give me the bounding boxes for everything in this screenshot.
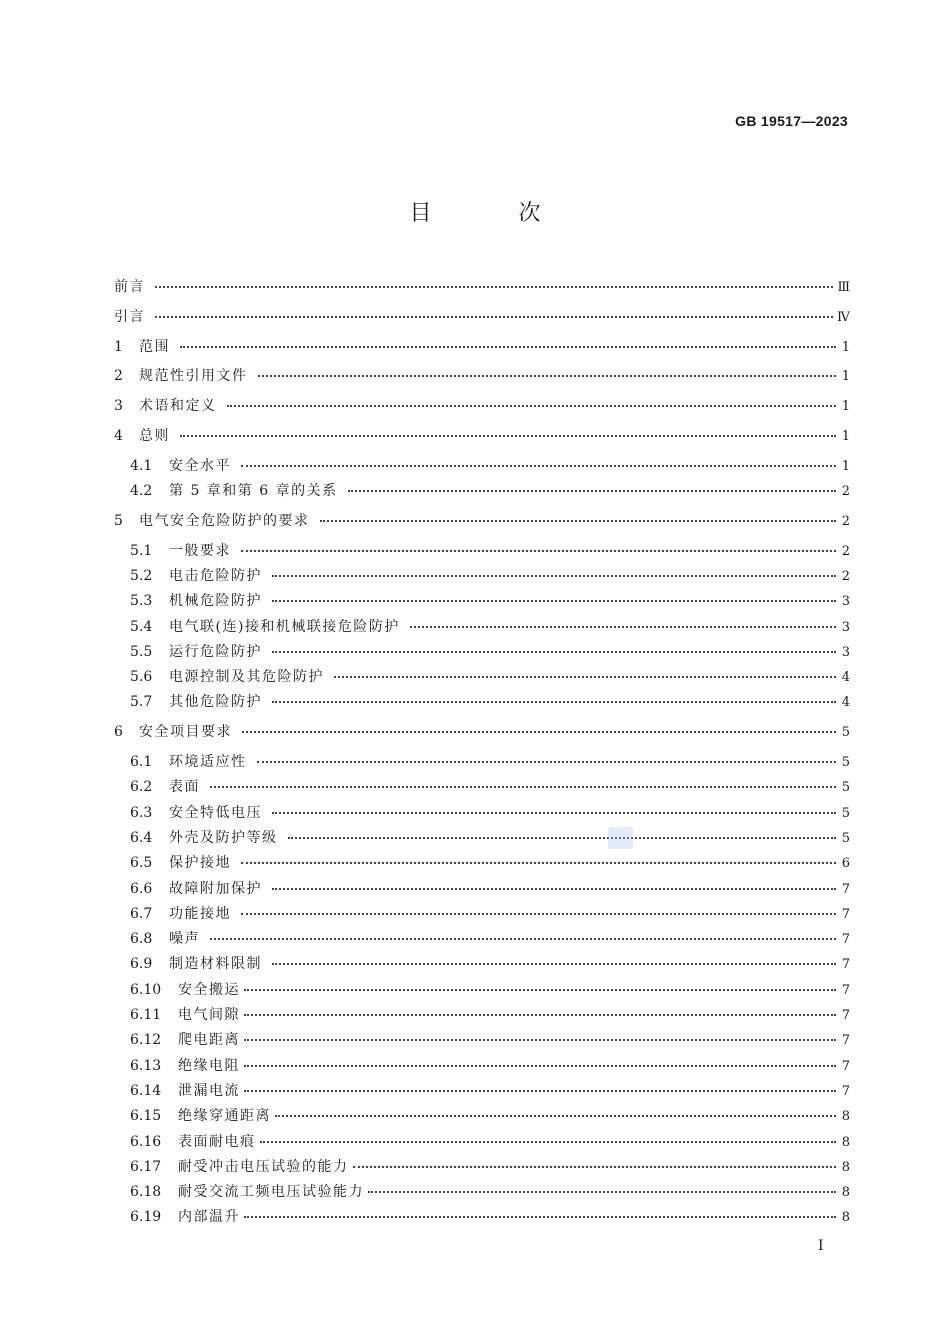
toc-entry-number: 5.1 xyxy=(130,542,153,559)
toc-entry-number: 4 xyxy=(114,427,123,444)
toc-entry-page: 8 xyxy=(841,1134,850,1150)
dot-leader xyxy=(180,337,836,351)
toc-entry-number: 4.2 xyxy=(130,483,153,500)
toc-entry-number: 6.11 xyxy=(130,1007,162,1024)
toc-entry[interactable] xyxy=(114,365,850,390)
toc-entry-title: 表面 xyxy=(169,779,200,796)
toc-entry[interactable] xyxy=(114,802,850,827)
toc-entry[interactable] xyxy=(114,751,850,776)
toc-entry-page: 3 xyxy=(841,594,850,610)
dot-leader xyxy=(275,1106,836,1120)
toc-entry[interactable] xyxy=(114,903,850,928)
toc-entry-title: 泄漏电流 xyxy=(178,1082,240,1099)
toc-entry-title: 电气安全危险防护的要求 xyxy=(139,512,310,529)
toc-entry-page: 7 xyxy=(841,1083,850,1099)
toc-entry-page: 6 xyxy=(841,856,850,872)
toc-entry-title: 噪声 xyxy=(169,931,200,948)
dot-leader xyxy=(210,777,836,791)
dot-leader xyxy=(272,566,836,580)
toc-entry-title: 绝缘电阻 xyxy=(178,1057,240,1074)
toc-entry-number: 6.19 xyxy=(130,1209,162,1226)
dot-leader xyxy=(241,456,836,470)
toc-entry-number: 5 xyxy=(114,512,123,529)
toc-entry-page: 4 xyxy=(841,695,850,711)
toc-entry[interactable] xyxy=(114,1105,850,1130)
toc-entry-page: 8 xyxy=(841,1159,850,1175)
dot-leader xyxy=(227,396,837,410)
dot-leader xyxy=(244,1005,836,1019)
toc-entry[interactable] xyxy=(114,666,850,691)
dot-leader xyxy=(272,692,836,706)
toc-entry-number: 3 xyxy=(114,398,123,415)
toc-entry[interactable] xyxy=(114,1055,850,1080)
dot-leader xyxy=(272,954,836,968)
toc-entry-title: 电气联(连)接和机械联接危险防护 xyxy=(169,618,400,635)
toc-entry[interactable] xyxy=(114,1131,850,1156)
toc-entry-title: 安全项目要求 xyxy=(139,724,232,741)
toc-entry-number: 6 xyxy=(114,724,123,741)
dot-leader xyxy=(272,591,836,605)
toc-entry-page: 5 xyxy=(841,780,850,796)
dot-leader xyxy=(334,667,836,681)
dot-leader xyxy=(272,803,836,817)
toc-entry[interactable] xyxy=(114,590,850,615)
toc-entry-title: 安全搬运 xyxy=(178,981,240,998)
toc-entry[interactable] xyxy=(114,1206,850,1231)
toc-entry[interactable] xyxy=(114,953,850,978)
toc-entry-page: 3 xyxy=(841,619,850,635)
toc-entry-number: 5.5 xyxy=(130,643,153,660)
toc-entry[interactable] xyxy=(114,776,850,801)
toc-entry-number: 6.14 xyxy=(130,1082,162,1099)
toc-entry-page: 5 xyxy=(841,755,850,771)
toc-entry-number: 5.3 xyxy=(130,593,153,610)
toc-entry-title: 规范性引用文件 xyxy=(139,368,248,385)
dot-leader xyxy=(353,1157,837,1171)
toc-entry[interactable] xyxy=(114,425,850,450)
dot-leader xyxy=(244,980,836,994)
dot-leader xyxy=(180,426,836,440)
dot-leader xyxy=(244,1056,836,1070)
toc-entry-title: 运行危险防护 xyxy=(169,643,262,660)
toc-entry-title: 一般要求 xyxy=(169,542,231,559)
page-title: 目 次 xyxy=(409,201,581,226)
toc-entry-title: 绝缘穿通距离 xyxy=(178,1108,271,1125)
dot-leader xyxy=(272,642,836,656)
toc-entry-title: 引言 xyxy=(114,308,145,325)
toc-entry-title: 机械危险防护 xyxy=(169,593,262,610)
toc-entry-title: 环境适应性 xyxy=(169,754,247,771)
toc-entry-number: 5.4 xyxy=(130,618,153,635)
toc-entry-title: 前言 xyxy=(114,279,145,295)
toc-entry-page: 7 xyxy=(841,982,850,998)
dot-leader xyxy=(155,307,833,321)
toc-entry-number: 4.1 xyxy=(130,457,153,474)
dot-leader xyxy=(244,1081,836,1095)
toc-entry[interactable] xyxy=(114,691,850,716)
watermark-mark xyxy=(608,827,633,849)
dot-leader xyxy=(288,828,837,842)
dot-leader xyxy=(258,366,837,380)
toc-entry-number: 5.2 xyxy=(130,567,153,584)
toc-entry-title: 电源控制及其危险防护 xyxy=(169,669,324,686)
toc-entry[interactable] xyxy=(114,395,850,420)
standard-code: GB 19517—2023 xyxy=(735,113,848,129)
toc-entry-number: 5.7 xyxy=(130,694,153,711)
toc-entry-page: 2 xyxy=(841,568,850,584)
toc-entry[interactable] xyxy=(114,1156,850,1181)
toc-entry-number: 6.18 xyxy=(130,1184,162,1201)
toc-entry-title: 功能接地 xyxy=(169,905,231,922)
toc-entry[interactable] xyxy=(114,878,850,903)
dot-leader xyxy=(257,752,837,766)
toc-entry-title: 内部温升 xyxy=(178,1209,240,1226)
dot-leader xyxy=(260,1132,837,1146)
toc-entry-number: 6.4 xyxy=(130,829,153,846)
toc-entry-page: 4 xyxy=(841,670,850,686)
dot-leader xyxy=(241,904,836,918)
toc-entry-number: 5.6 xyxy=(130,669,153,686)
toc-entry[interactable] xyxy=(114,852,850,877)
toc-entry-number: 6.7 xyxy=(130,905,153,922)
toc-entry-page: 5 xyxy=(841,830,850,846)
toc-entry-number: 6.2 xyxy=(130,779,153,796)
toc-entry-title: 范围 xyxy=(139,338,170,355)
toc-entry-number: 1 xyxy=(114,338,123,355)
toc-entry-page: 2 xyxy=(841,543,850,559)
dot-leader xyxy=(210,929,836,943)
toc-entry-page: 8 xyxy=(841,1109,850,1125)
toc-entry-number: 2 xyxy=(114,368,123,385)
toc-entry-title: 其他危险防护 xyxy=(169,694,262,711)
toc-entry-title: 电击危险防护 xyxy=(169,567,262,584)
toc-entry-page: 7 xyxy=(841,1033,850,1049)
toc-entry-page: 7 xyxy=(841,906,850,922)
toc-entry-page: 1 xyxy=(841,369,850,385)
toc-entry-page: 5 xyxy=(841,725,850,741)
toc-entry-page: 7 xyxy=(841,957,850,973)
toc-entry-title: 保护接地 xyxy=(169,855,231,872)
dot-leader xyxy=(244,1207,836,1221)
toc-entry[interactable] xyxy=(114,979,850,1004)
toc-entry-page: 7 xyxy=(841,932,850,948)
toc-entry-title: 安全水平 xyxy=(169,457,231,474)
toc-entry[interactable] xyxy=(114,1004,850,1029)
toc-entry[interactable] xyxy=(114,928,850,953)
toc-entry-page: 2 xyxy=(841,484,850,500)
toc-entry[interactable] xyxy=(114,721,850,746)
toc-entry-number: 6.1 xyxy=(130,754,153,771)
toc-entry[interactable] xyxy=(114,1181,850,1206)
toc-entry-number: 6.16 xyxy=(130,1133,162,1150)
toc-entry-number: 6.8 xyxy=(130,931,153,948)
page-number: I xyxy=(818,1238,824,1254)
toc-entry-number: 6.3 xyxy=(130,804,153,821)
toc-entry-number: 6.9 xyxy=(130,956,153,973)
toc-entry-page: 1 xyxy=(841,339,850,355)
toc-entry-page: 1 xyxy=(841,458,850,474)
dot-leader xyxy=(155,277,833,291)
toc-entry[interactable] xyxy=(114,616,850,641)
toc-entry-page: 5 xyxy=(841,805,850,821)
dot-leader xyxy=(241,853,836,867)
toc-entry-page: 1 xyxy=(841,428,850,444)
toc-entry-page: 3 xyxy=(841,644,850,660)
toc-entry-title: 制造材料限制 xyxy=(169,956,262,973)
toc-entry-page: 2 xyxy=(841,513,850,529)
toc-entry-page: 7 xyxy=(841,1058,850,1074)
toc-entry-number: 6.12 xyxy=(130,1032,162,1049)
toc-entry-page: Ⅳ xyxy=(837,309,850,325)
toc-entry[interactable] xyxy=(114,565,850,590)
toc-entry-title: 耐受冲击电压试验的能力 xyxy=(178,1158,349,1175)
toc-entry-title: 爬电距离 xyxy=(178,1032,240,1049)
toc-entry-title: 第 5 章和第 6 章的关系 xyxy=(169,483,338,500)
toc-entry-title: 术语和定义 xyxy=(139,398,217,415)
toc-entry-title: 总则 xyxy=(139,427,170,444)
toc-entry-title: 故障附加保护 xyxy=(169,880,262,897)
toc-entry-page: 1 xyxy=(841,399,850,415)
toc-entry[interactable] xyxy=(114,827,850,852)
toc-entry-number: 6.13 xyxy=(130,1057,162,1074)
dot-leader xyxy=(244,1030,836,1044)
toc-entry-number: 6.15 xyxy=(130,1108,162,1125)
dot-leader xyxy=(241,541,836,555)
toc-entry-number: 6.5 xyxy=(130,855,153,872)
toc-entry[interactable] xyxy=(114,641,850,666)
toc-entry-page: 8 xyxy=(841,1210,850,1226)
toc-entry-title: 安全特低电压 xyxy=(169,804,262,821)
toc-entry-page: 8 xyxy=(841,1185,850,1201)
toc-entry[interactable] xyxy=(114,306,850,331)
toc-entry-page: 7 xyxy=(841,1008,850,1024)
toc-entry-title: 电气间隙 xyxy=(178,1007,240,1024)
toc-entry[interactable] xyxy=(114,455,850,480)
dot-leader xyxy=(320,511,837,525)
toc-entry-page: Ⅲ xyxy=(837,280,850,295)
toc-entry-title: 耐受交流工频电压试验能力 xyxy=(178,1184,364,1201)
toc-entry-number: 6.6 xyxy=(130,880,153,897)
toc-entry[interactable] xyxy=(114,336,850,361)
toc-entry[interactable] xyxy=(114,540,850,565)
table-of-contents xyxy=(114,276,850,1232)
dot-leader xyxy=(348,481,836,495)
toc-entry-page: 7 xyxy=(841,881,850,897)
toc-entry-number: 6.10 xyxy=(130,981,162,998)
dot-leader xyxy=(242,722,836,736)
toc-entry[interactable] xyxy=(114,1029,850,1054)
toc-entry[interactable] xyxy=(114,510,850,535)
toc-entry[interactable] xyxy=(114,1080,850,1105)
toc-entry[interactable] xyxy=(114,276,850,301)
toc-entry-title: 外壳及防护等级 xyxy=(169,829,278,846)
dot-leader xyxy=(368,1182,836,1196)
toc-entry[interactable] xyxy=(114,480,850,505)
dot-leader xyxy=(410,617,836,631)
toc-entry-number: 6.17 xyxy=(130,1158,162,1175)
toc-entry-title: 表面耐电痕 xyxy=(178,1133,256,1150)
dot-leader xyxy=(272,879,836,893)
